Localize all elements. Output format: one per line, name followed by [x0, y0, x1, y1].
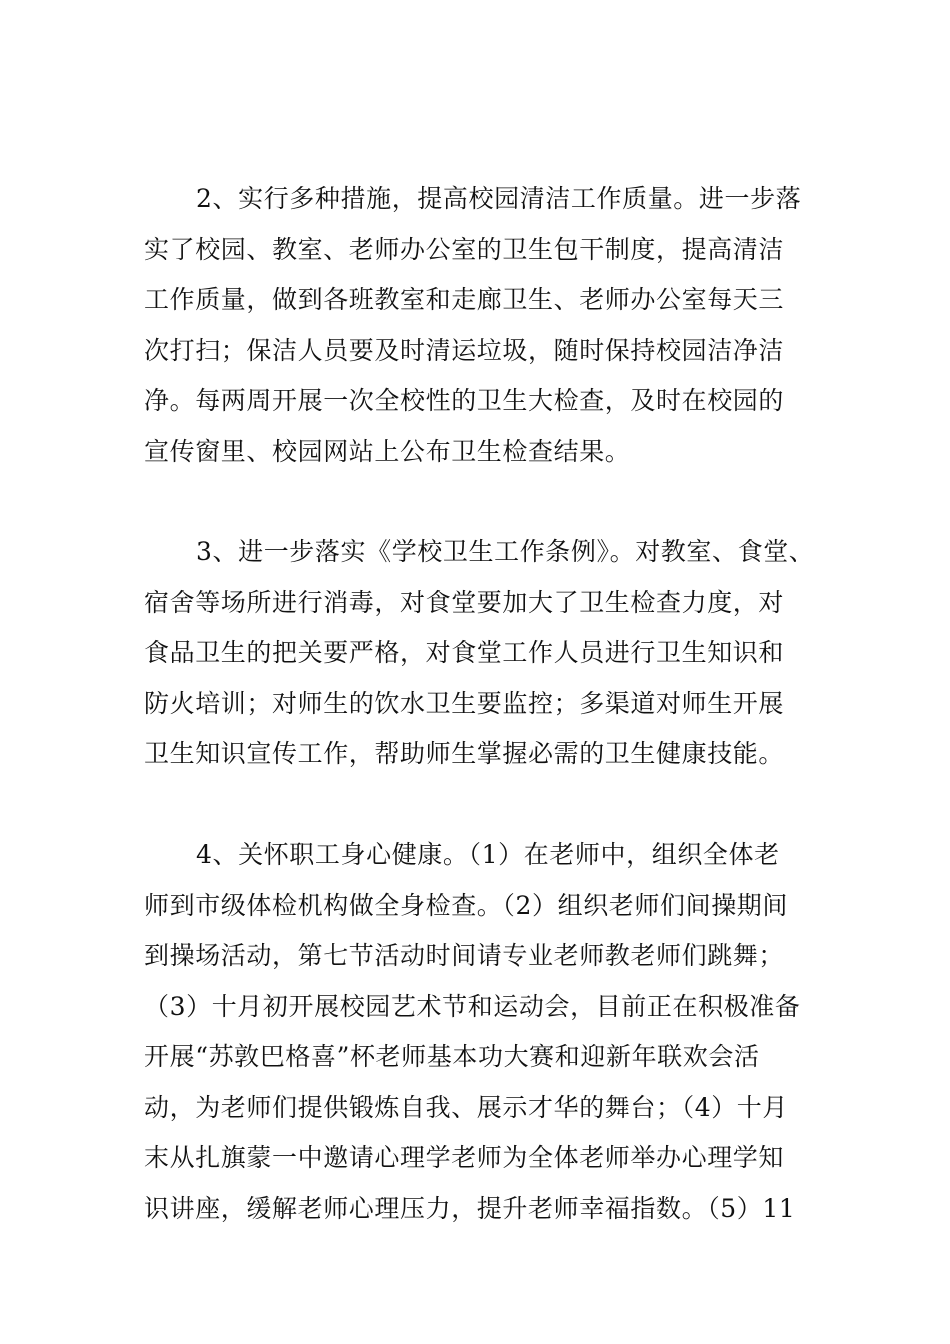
- paragraph-line: 食品卫生的把关要严格，对食堂工作人员进行卫生知识和: [144, 638, 785, 667]
- paragraph-line: 工作质量，做到各班教室和走廊卫生、老师办公室每天三: [144, 285, 785, 314]
- paragraph-line: 防火培训；对师生的饮水卫生要监控；多渠道对师生开展: [144, 688, 785, 718]
- paragraph-line: 开展“苏敦巴格喜”杯老师基本功大赛和迎新年联欢会活: [144, 1042, 760, 1071]
- paragraph-line: 3、进一步落实《学校卫生工作条例》。对教室、食堂、: [196, 537, 815, 566]
- paragraph-line: 师到市级体检机构做全身检查。（2）组织老师们间操期间: [144, 890, 789, 920]
- paragraph-line: 识讲座，缓解老师心理压力，提升老师幸福指数。（5）11: [144, 1193, 796, 1223]
- paragraph-line: 实了校园、教室、老师办公室的卫生包干制度，提高清洁: [144, 234, 785, 264]
- paragraph-3-hygiene-regulations: [144, 527, 824, 780]
- paragraph-line: 卫生知识宣传工作，帮助师生掌握必需的卫生健康技能。: [144, 739, 785, 768]
- paragraph-4-staff-wellbeing: [144, 830, 824, 1234]
- paragraph-line: 4、关怀职工身心健康。（1）在老师中，组织全体老: [196, 840, 780, 869]
- paragraph-line: 宿舍等场所进行消毒，对食堂要加大了卫生检查力度，对: [144, 587, 785, 617]
- paragraph-2-sanitation-measures: [144, 174, 824, 477]
- paragraph-line: 动，为老师们提供锻炼自我、展示才华的舞台；（4）十月: [144, 1092, 789, 1122]
- paragraph-line: 到操场活动，第七节活动时间请专业老师教老师们跳舞；: [144, 941, 785, 970]
- paragraph-line: （3）十月初开展校园艺术节和运动会，目前正在积极准备: [144, 991, 801, 1021]
- paragraph-line: 宣传窗里、校园网站上公布卫生检查结果。: [144, 436, 631, 466]
- paragraph-line: 净。每两周开展一次全校性的卫生大检查，及时在校园的: [144, 386, 785, 415]
- paragraph-line: 末从扎旗蒙一中邀请心理学老师为全体老师举办心理学知: [144, 1143, 785, 1172]
- paragraph-line: 2、实行多种措施，提高校园清洁工作质量。进一步落: [196, 184, 802, 213]
- paragraph-line: 次打扫；保洁人员要及时清运垃圾，随时保持校园洁净洁: [144, 335, 785, 365]
